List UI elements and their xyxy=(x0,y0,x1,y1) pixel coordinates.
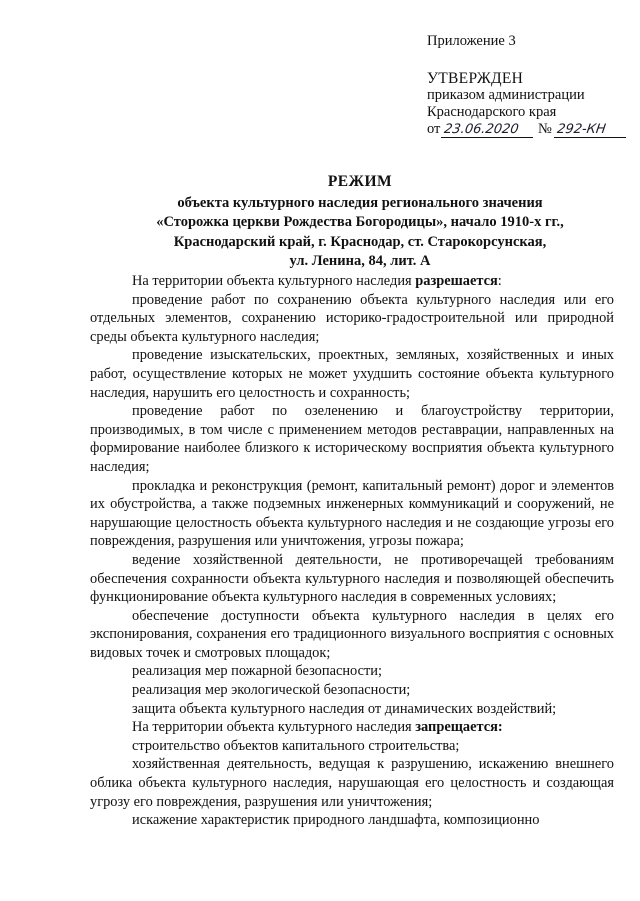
appendix-label: Приложение 3 xyxy=(427,33,516,49)
title-line-4: ул. Ленина, 84, лит. А xyxy=(289,253,431,269)
order-number-prefix: № xyxy=(538,121,552,137)
allowed-item-7: реализация мер пожарной безопасности; xyxy=(132,663,382,680)
title-line-3: Краснодарский край, г. Краснодар, ст. Старокорсунская, xyxy=(173,233,547,250)
prohibited-intro-paragraph xyxy=(90,718,614,737)
order-date-prefix: от xyxy=(427,121,441,137)
allowed-item-9: защита объекта культурного наследия от динамических воздействий; xyxy=(132,700,557,717)
document-body xyxy=(90,272,614,830)
allowed-item-6: обеспечение доступности объекта культурного наследия в целях его экспонирования, сохранения его традиционного визуального восприятия с основных видовых точек и смотровых площадок; xyxy=(90,607,614,661)
order-line xyxy=(427,121,627,138)
prohibited-intro-text: На территории объекта культурного наследия xyxy=(132,719,416,736)
approved-heading: УТВЕРЖДЕН xyxy=(427,70,524,87)
prohibited-item-1: строительство объектов капитального строительства; xyxy=(132,737,460,754)
title-line-2: «Сторожка церкви Рождества Богородицы», начало 1910-х гг., xyxy=(156,214,564,230)
prohibited-keyword: запрещается: xyxy=(415,719,503,736)
approval-block xyxy=(427,70,627,138)
order-date-handwritten: 23.06.2020 xyxy=(441,123,535,138)
document-title xyxy=(60,172,640,272)
approved-by-line-2: Краснодарского края xyxy=(427,104,557,120)
title-main: РЕЖИМ xyxy=(327,173,393,190)
title-line-1: объекта культурного наследия регионального значения xyxy=(177,194,543,211)
allowed-item-2: проведение изыскательских, проектных, земляных, хозяйственных и иных работ, осуществление которых не может ухудшить состояние объекта культурного наследия, нарушить его целостность и сохранность; xyxy=(90,347,614,401)
allowed-item-5: ведение хозяйственной деятельности, не противоречащей требованиям обеспечения сохранности объекта культурного наследия и позволяющей обеспечить функционирование объекта культурного наследия в современных условиях; xyxy=(90,551,614,606)
allowed-item-4: прокладка и реконструкция (ремонт, капитальный ремонт) дорог и элементов их обустройства, а также подземных инженерных коммуникаций и сооружений, не нарушающие целостность объекта культурного наследия и не создающие угрозы его повреждения, разрушения или уничтожения, угрозы пожара; xyxy=(90,477,614,550)
allowed-keyword: разрешается xyxy=(415,273,498,289)
allowed-colon: : xyxy=(497,273,502,289)
order-number-handwritten: 292-КН xyxy=(554,123,628,138)
prohibited-item-3: искажение характеристик природного ландшафта, композиционно xyxy=(132,812,540,829)
approved-by-line-1: приказом администрации xyxy=(427,87,585,103)
prohibited-item-2: хозяйственная деятельность, ведущая к разрушению, искажению внешнего облика объекта культурного наследия, нарушающая его целостность и создающая угрозу его повреждения, разрушения или уничтожения; xyxy=(90,756,614,810)
allowed-item-8: реализация мер экологической безопасности; xyxy=(132,682,411,699)
allowed-item-3: проведение работ по озеленению и благоустройству территории, производимых, в том числе с применением методов реставрации, направленных на формирование наиболее близкого к историческому восприятия объекта культурного наследия; xyxy=(90,403,614,475)
allowed-intro-text: На территории объекта культурного наследия xyxy=(132,273,416,289)
allowed-item-1: проведение работ по сохранению объекта культурного наследия или его отдельных элементов, сохранению историко-градостроительной или природной среды объекта культурного наследия; xyxy=(90,291,614,345)
allowed-intro-paragraph xyxy=(90,272,614,291)
